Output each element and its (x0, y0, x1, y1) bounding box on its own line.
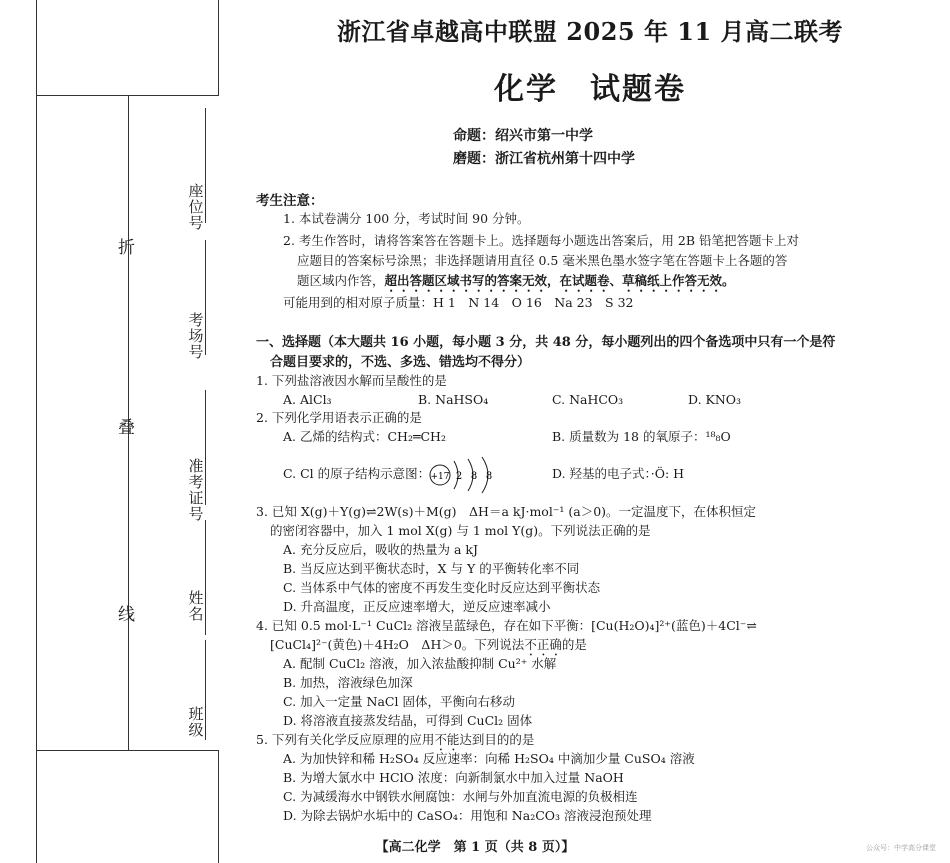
ticket-number-label: 准 考 证 号 (188, 457, 204, 523)
notice-item-2-plain: 题区域内作答， (297, 273, 385, 288)
q2-option-a: A. 乙烯的结构式：CH₂═CH₂ (283, 429, 446, 444)
q4-stem-post: 的是 (561, 637, 587, 652)
q5-stem-post: 达到目的的是 (459, 732, 535, 747)
q4-stem-emphasis: 不正确 (524, 637, 562, 652)
notice-item-2-line-1: 2. 考生作答时，请将答案答在答题卡上。选择题每小题选出答案后，用 2B 铅笔把答题卡上对 (283, 233, 799, 248)
q5-stem-pre: 5. 下列有关化学反应原理的应用 (256, 732, 435, 747)
nucleus-charge: +17 (430, 472, 450, 482)
reviewer-credit: 磨题：浙江省杭州第十四中学 (453, 151, 635, 167)
seat-number-label: 座 位 号 (188, 182, 204, 232)
atomic-masses: 可能用到的相对原子质量：H 1 N 14 O 16 Na 23 S 32 (283, 295, 634, 310)
shell-electrons-3: 8 (485, 471, 493, 482)
q5-option-b: B. 为增大氯水中 HClO 浓度：向新制氯水中加入过量 NaOH (283, 770, 624, 785)
fold-char-2: 叠 (118, 418, 135, 438)
fold-char-3: 线 (118, 605, 135, 625)
q4-stem-pre: [CuCl₄]²⁻(黄色)＋4H₂O ΔH＞0。下列说法 (270, 637, 525, 652)
q4-stem-line-1: 4. 已知 0.5 mol·L⁻¹ CuCl₂ 溶液呈蓝绿色，存在如下平衡：[Cu(H₂O)₄]²⁺(蓝色)＋4Cl⁻⇌ (256, 618, 757, 633)
q2-stem: 2. 下列化学用语表示正确的是 (256, 410, 422, 425)
q5-option-c: C. 为减缓海水中钢铁水闸腐蚀：水闸与外加直流电源的负极相连 (283, 789, 638, 804)
binding-margin (0, 0, 230, 863)
q1-option-c: C. NaHCO₃ (552, 392, 624, 407)
name-field[interactable] (205, 520, 206, 635)
q4-option-b: B. 加热，溶液绿色加深 (283, 675, 413, 690)
notice-item-1: 1. 本试卷满分 100 分，考试时间 90 分钟。 (283, 211, 530, 226)
fold-char-1: 折 (118, 238, 135, 258)
q5-stem-emphasis: 不能 (434, 732, 460, 747)
q4-option-a: A. 配制 CuCl₂ 溶液，加入浓盐酸抑制 Cu²⁺ 水解 (283, 656, 557, 671)
exam-title: 浙江省卓越高中联盟 2025 年 11 月高二联考 (336, 17, 844, 46)
ticket-number-field[interactable] (205, 390, 206, 505)
q1-stem: 1. 下列盐溶液因水解而呈酸性的是 (256, 373, 447, 388)
exam-room-field[interactable] (205, 240, 206, 355)
q1-option-b: B. NaHSO₄ (418, 392, 489, 407)
notice-heading: 考生注意： (256, 193, 324, 209)
setter-credit: 命题：绍兴市第一中学 (453, 128, 593, 144)
q2-option-c: C. Cl 的原子结构示意图： (283, 466, 431, 481)
notice-item-2-line-2: 应题目的答案标号涂黑；非选择题请用直径 0.5 毫米黑色墨水签字笔在答题卡上各题的答 (297, 253, 788, 268)
watermark: 公众号：中学高分课堂 (866, 844, 936, 852)
q4-option-d: D. 将溶液直接蒸发结晶，可得到 CuCl₂ 固体 (283, 713, 533, 728)
seat-number-field[interactable] (205, 108, 206, 223)
q3-option-c: C. 当体系中气体的密度不再发生变化时反应达到平衡状态 (283, 580, 601, 595)
q2-option-d: D. 羟基的电子式：·Ö: H (552, 466, 685, 481)
q1-option-a: A. AlCl₃ (283, 392, 332, 407)
section-heading-line-2: 合题目要求的，不选、多选、错选均不得分） (270, 355, 531, 370)
section-heading-line-1: 一、选择题（本大题共 16 小题，每小题 3 分，共 48 分，每小题列出的四个备选项中只有一个是符 (256, 335, 836, 350)
chlorine-atom-diagram (428, 455, 500, 495)
notice-item-2-line-3 (297, 272, 735, 295)
margin-bottom-rule (36, 750, 219, 751)
q3-option-a: A. 充分反应后，吸收的热量为 a kJ (283, 542, 478, 557)
q5-option-d: D. 为除去锅炉水垢中的 CaSO₄：用饱和 Na₂CO₃ 溶液浸泡预处理 (283, 808, 652, 823)
margin-outer-line (36, 0, 37, 863)
notice-item-2-emphasis: 超出答题区域书写的答案无效，在试题卷、草稿纸上作答无效。 (384, 273, 735, 288)
margin-top-line (218, 0, 219, 95)
name-label: 姓 名 (188, 589, 204, 623)
shell-electrons-1: 2 (455, 471, 463, 482)
class-label: 班 级 (188, 705, 204, 739)
q5-option-a: A. 为加快锌和稀 H₂SO₄ 反应速率：向稀 H₂SO₄ 中滴加少量 CuSO₄ 溶液 (283, 751, 695, 766)
q1-option-d: D. KNO₃ (688, 392, 742, 407)
exam-room-label: 考 场 号 (188, 311, 204, 361)
q4-option-c: C. 加入一定量 NaCl 固体，平衡向右移动 (283, 694, 515, 709)
paper-subtitle: 化学 试题卷 (494, 72, 686, 107)
q3-stem-line-2: 的密闭容器中，加入 1 mol X(g) 与 1 mol Y(g)。下列说法正确的是 (270, 523, 651, 538)
page-footer: 【高二化学 第 1 页（共 8 页）】 (375, 840, 575, 855)
q3-option-d: D. 升高温度，正反应速率增大，逆反应速率减小 (283, 599, 551, 614)
class-field[interactable] (205, 640, 206, 740)
shell-electrons-2: 8 (470, 471, 478, 482)
q3-option-b: B. 当反应达到平衡状态时，X 与 Y 的平衡转化率不同 (283, 561, 580, 576)
q3-stem-line-1: 3. 已知 X(g)＋Y(g)⇌2W(s)＋M(g) ΔH＝a kJ·mol⁻¹ (a＞0)。一定温度下，在体积恒定 (256, 504, 757, 519)
q2-option-b: B. 质量数为 18 的氧原子：¹⁸₈O (552, 429, 731, 444)
